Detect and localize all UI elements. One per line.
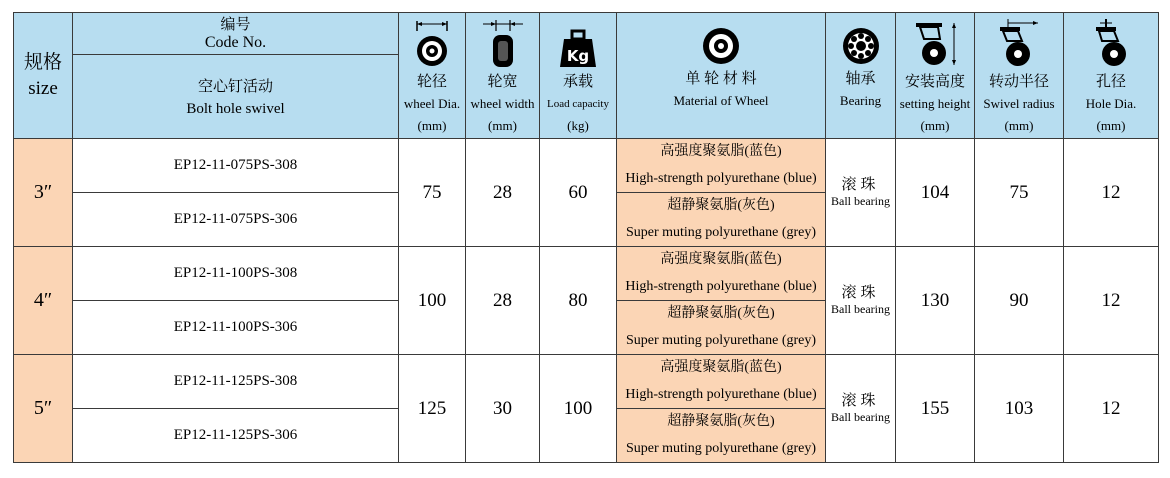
hole-cell: 12	[1064, 247, 1159, 355]
wheel-dia-cell: 100	[399, 247, 466, 355]
code-cell: EP12-11-075PS-308	[73, 139, 399, 193]
code-cell: EP12-11-100PS-308	[73, 247, 399, 301]
size-cell: 4″	[14, 247, 73, 355]
header-bearing-cn: 轴承	[845, 70, 876, 87]
size-cell: 3″	[14, 139, 73, 247]
wheel-width-cell: 28	[466, 247, 540, 355]
header-bearing-en: Bearing	[839, 92, 882, 108]
header-load-unit: (kg)	[567, 117, 589, 133]
header-type-cn: 空心钉活动	[197, 78, 273, 95]
header-radius	[975, 13, 1064, 139]
header-code-cn: 编号	[220, 16, 251, 33]
material-cn-cell: 高强度聚氨脂(蓝色)	[617, 139, 826, 166]
material-cn-cell: 超静聚氨脂(灰色)	[617, 193, 826, 220]
header-radius-cn: 转动半径	[988, 73, 1049, 90]
radius-cell: 90	[975, 247, 1064, 355]
header-hole-en: Hole Dia.	[1085, 95, 1137, 111]
header-code-en: Code No.	[204, 33, 267, 51]
header-wheel-width-unit: (mm)	[488, 117, 517, 133]
bearing-cell	[826, 355, 896, 463]
header-wheel-dia	[399, 13, 466, 139]
material-en-cell: High-strength polyurethane (blue)	[617, 166, 826, 193]
bearing-cn: 滚珠	[841, 176, 880, 193]
bearing-cell	[826, 247, 896, 355]
material-en-cell: High-strength polyurethane (blue)	[617, 274, 826, 301]
wheel-dia-cell: 75	[399, 139, 466, 247]
bearing-en: Ball bearing	[831, 302, 890, 317]
bearing-en: Ball bearing	[831, 410, 890, 425]
header-radius-unit: (mm)	[1004, 117, 1034, 133]
header-size	[14, 13, 73, 139]
header-radius-en: Swivel radius	[983, 95, 1055, 111]
header-material-en: Material of Wheel	[673, 92, 769, 108]
header-material	[617, 13, 826, 139]
wheel-width-cell: 28	[466, 139, 540, 247]
weight-kg-icon	[558, 19, 598, 69]
radius-cell: 75	[975, 139, 1064, 247]
caster-spec-table	[13, 12, 1159, 463]
caster-height-icon	[910, 19, 960, 69]
header-material-cn: 单 轮 材 料	[685, 70, 757, 87]
wheel-material-icon	[701, 22, 741, 66]
load-cell: 80	[540, 247, 617, 355]
header-height-en: setting height	[899, 95, 971, 111]
header-load-cn: 承载	[562, 73, 593, 90]
hole-cell: 12	[1064, 139, 1159, 247]
wheel-width-cell: 30	[466, 355, 540, 463]
hole-cell: 12	[1064, 355, 1159, 463]
header-hole	[1064, 13, 1159, 139]
material-en-cell: High-strength polyurethane (blue)	[617, 382, 826, 409]
header-size-cn: 规格	[23, 51, 62, 73]
header-hole-cn: 孔径	[1095, 73, 1126, 90]
material-cn-cell: 高强度聚氨脂(蓝色)	[617, 355, 826, 382]
wheel-width-icon	[481, 19, 525, 69]
header-code	[73, 13, 399, 55]
header-wheel-dia-cn: 轮径	[416, 73, 447, 90]
header-load-en: Load capacity	[547, 97, 609, 110]
header-wheel-width-en: wheel width	[470, 95, 535, 111]
radius-cell: 103	[975, 355, 1064, 463]
load-cell: 100	[540, 355, 617, 463]
bearing-cell	[826, 139, 896, 247]
code-cell: EP12-11-125PS-308	[73, 355, 399, 409]
header-bearing	[826, 13, 896, 139]
material-cn-cell: 超静聚氨脂(灰色)	[617, 409, 826, 436]
header-load	[540, 13, 617, 139]
header-wheel-dia-en: wheel Dia.	[403, 95, 461, 111]
height-cell: 155	[896, 355, 975, 463]
material-cn-cell: 高强度聚氨脂(蓝色)	[617, 247, 826, 274]
header-type-en: Bolt hole swivel	[186, 100, 285, 117]
svg-text:Kg: Kg	[566, 46, 590, 65]
header-wheel-dia-unit: (mm)	[417, 117, 447, 133]
height-cell: 130	[896, 247, 975, 355]
bearing-cn: 滚珠	[841, 392, 880, 409]
header-wheel-width	[466, 13, 540, 139]
caster-hole-icon	[1088, 19, 1134, 69]
wheel-front-icon	[414, 19, 450, 69]
material-cn-cell: 超静聚氨脂(灰色)	[617, 301, 826, 328]
material-en-cell: Super muting polyurethane (grey)	[617, 220, 826, 247]
code-cell: EP12-11-075PS-306	[73, 193, 399, 247]
header-hole-unit: (mm)	[1096, 117, 1126, 133]
header-height-unit: (mm)	[920, 117, 950, 133]
size-cell: 5″	[14, 355, 73, 463]
header-height	[896, 13, 975, 139]
caster-radius-icon	[994, 19, 1044, 69]
code-cell: EP12-11-100PS-306	[73, 301, 399, 355]
bearing-cn: 滚珠	[841, 284, 880, 301]
height-cell: 104	[896, 139, 975, 247]
wheel-dia-cell: 125	[399, 355, 466, 463]
load-cell: 60	[540, 139, 617, 247]
header-height-cn: 安装高度	[904, 73, 965, 90]
bearing-en: Ball bearing	[831, 194, 890, 209]
header-wheel-width-cn: 轮宽	[487, 73, 518, 90]
ball-bearing-icon	[841, 22, 881, 66]
header-size-en: size	[28, 77, 58, 99]
material-en-cell: Super muting polyurethane (grey)	[617, 328, 826, 355]
code-cell: EP12-11-125PS-306	[73, 409, 399, 463]
material-en-cell: Super muting polyurethane (grey)	[617, 436, 826, 463]
header-type	[73, 55, 399, 139]
